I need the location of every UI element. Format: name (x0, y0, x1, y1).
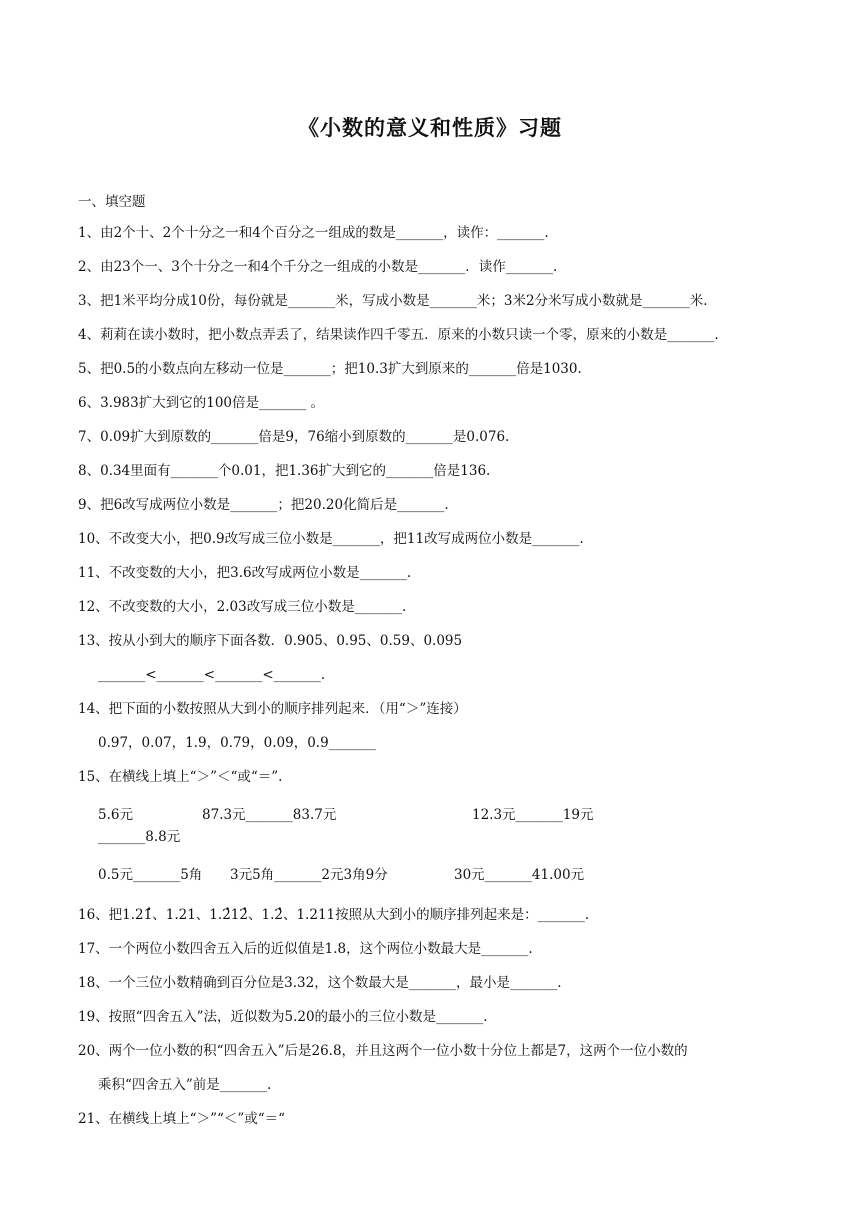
q16-digit: 1 (230, 907, 240, 923)
question-14: 14、把下面的小数按照从大到小的顺序排列起来．（用“＞”连接） (78, 701, 467, 717)
question-9: 9、把6改写成两位小数是_______；把20.20化简后是_______. (78, 497, 449, 513)
compare-item: 3元5角_______2元3角9分 (230, 867, 388, 883)
question-7: 7、0.09扩大到原数的_______倍是9，76缩小到原数的_______是0.076. (78, 429, 510, 445)
question-15-row-1 (78, 804, 788, 848)
page-title: 《小数的意义和性质》习题 (298, 115, 562, 140)
q16-repeating-digit: . 1 (144, 907, 153, 923)
question-18: 18、一个三位小数精确到百分位是3.32，这个数最大是_______，最小是_______. (78, 975, 562, 991)
question-4: 4、莉莉在读小数时，把小数点弄丢了，结果读作四千零五．原来的小数只读一个零，原来的小数是_______. (78, 327, 719, 343)
question-1: 1、由2个十、2个十分之一和4个百分之一组成的数是_______，读作：_______. (78, 225, 549, 241)
q16-repeating-digit: . 2 (222, 907, 231, 923)
q16-part: 、1.21、1. (152, 907, 223, 923)
question-2: 2、由23个一、3个十分之一和4个千分之一组成的小数是_______．读作_______. (78, 259, 558, 275)
question-10: 10、不改变大小，把0.9改写成三位小数是_______，把11改写成两位小数是_______. (78, 531, 584, 547)
question-3: 3、把1米平均分成10份，每份就是_______米，写成小数是_______米；3米2分米写成小数就是_______米. (78, 293, 708, 309)
question-15-row-2 (78, 864, 788, 886)
question-19: 19、按照“四舍五入”法，近似数为5.20的最小的三位小数是_______. (78, 1009, 488, 1025)
question-15: 15、在横线上填上“＞”＜“或“＝”. (78, 769, 283, 785)
question-11: 11、不改变数的大小，把3.6改写成两位小数是_______. (78, 565, 412, 581)
compare-item: 30元_______41.00元 (454, 867, 585, 883)
question-12: 12、不改变数的大小，2.03改写成三位小数是_______. (78, 599, 407, 615)
compare-item: 5.6元_______8.8元 (98, 807, 181, 845)
compare-item: 0.5元_______5角 (98, 867, 203, 883)
question-21: 21、在横线上填上“＞”“＜”或“＝“ (78, 1111, 286, 1127)
question-8: 8、0.34里面有_______个0.01，把1.36扩大到它的_______倍是136. (78, 463, 491, 479)
q16-repeating-digit: . 2 (274, 907, 283, 923)
question-6: 6、3.983扩大到它的100倍是_______ 。 (78, 395, 325, 411)
question-20-continued: 乘积“四舍五入”前是_______. (98, 1077, 272, 1093)
q16-prefix: 16、把1.2 (78, 907, 144, 923)
q16-repeating-digit: . 2 (239, 907, 248, 923)
q16-suffix: 、1.211按照从大到小的顺序排列起来是：_______. (282, 907, 590, 923)
question-17: 17、一个两位小数四舍五入后的近似值是1.8，这个两位小数最大是_______. (78, 941, 533, 957)
question-13: 13、按从小到大的顺序下面各数．0.905、0.95、0.59、0.095 (78, 633, 463, 649)
compare-item: 87.3元_______83.7元 (202, 807, 337, 823)
question-list (78, 222, 788, 1130)
compare-item: 12.3元_______19元 (472, 807, 594, 823)
question-13-answer-line: _______<_______<_______<_______. (98, 667, 326, 683)
question-5: 5、把0.5的小数点向左移动一位是_______；把10.3扩大到原来的_______倍是1030. (78, 361, 582, 377)
question-14-numbers: 0.97，0.07，1.9，0.79，0.09，0.9_______ (98, 735, 376, 751)
section-heading: 一、填空题 (78, 194, 146, 210)
question-20: 20、两个一位小数的积“四舍五入”后是26.8，并且这两个一位小数十分位上都是7，这两个一位小数的 (78, 1043, 688, 1059)
question-16 (78, 904, 788, 926)
q16-part: 、1. (247, 907, 275, 923)
